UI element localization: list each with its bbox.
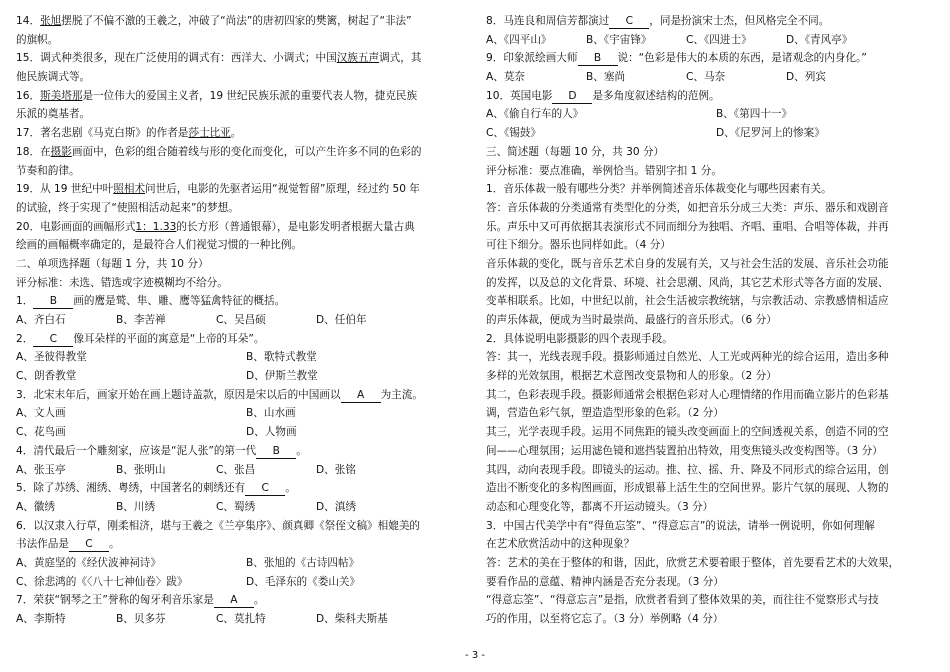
answer-blank: C xyxy=(33,333,73,347)
question-number: 5． xyxy=(16,482,34,495)
question-number: 10． xyxy=(486,89,511,102)
text-line: 乐派的奠基者。 xyxy=(16,108,91,121)
option: A、齐白石 xyxy=(16,314,66,326)
question-number: 7． xyxy=(16,594,34,607)
question-line xyxy=(16,517,468,536)
option: C、蜀绣 xyxy=(216,500,256,513)
question-number: 3． xyxy=(16,388,34,401)
options-row xyxy=(16,461,468,480)
question-text: 是一位伟大的爱国主义者，19 世纪民族乐派的重要代表人物，捷克民族 xyxy=(82,89,418,102)
option: D、张铭 xyxy=(316,463,356,476)
underlined-answer: 照相术 xyxy=(113,183,146,196)
options-row xyxy=(16,311,468,330)
question-text: 是多角度叙述结构的范例。 xyxy=(592,89,720,102)
option: A、《四平山》 xyxy=(486,33,552,46)
text-line: 动态和心理变化等，都离不开运动镜头。（3 分） xyxy=(486,500,714,513)
option: D、任伯年 xyxy=(316,314,367,326)
question-text: 。 xyxy=(253,594,265,607)
text-line: 可往下细分。器乐也同样如此。（4 分） xyxy=(486,239,671,252)
question-number: 4． xyxy=(16,444,34,457)
text-line: 评分标准：要点准确，举例恰当。错别字扣 1 分。 xyxy=(486,164,722,177)
text-line: 要看作品的意蕴、精神内涵是否充分表现。（3 分） xyxy=(486,575,724,588)
underlined-answer: 汉族五声 xyxy=(336,52,380,65)
option: B、《宇宙锋》 xyxy=(586,33,652,46)
question-text: 除了苏绣、湘绣、粤绣，中国著名的刺绣还有 xyxy=(33,482,246,495)
text-line: 的试验，终于实现了“使照相活动起来”的梦想。 xyxy=(16,201,239,214)
question-number: 15． xyxy=(16,52,41,65)
question-text: 著名悲剧《马克白斯》的作者是 xyxy=(40,127,189,140)
text-line: 的发挥，以及总的文化背景、环境、社会思潮、风尚，其它艺术形式等各方面的发展、 xyxy=(486,276,889,289)
options-row xyxy=(16,367,468,386)
options-row xyxy=(486,68,938,87)
option: D、《青风亭》 xyxy=(786,33,853,46)
left-column xyxy=(16,12,468,629)
answer-blank: B xyxy=(33,295,73,309)
text-line: 其二，色彩表现手段。摄影师通常会根据色彩对人心理情绪的作用而确立影片的色彩基 xyxy=(486,388,889,401)
option: C、徐悲鸿的《〈八十七神仙卷〉跋》 xyxy=(16,575,188,588)
text-line: 答：其一，光线表现手段。摄影师通过自然光、人工光或两种光的综合运用，造出多种 xyxy=(486,351,889,364)
options-row xyxy=(16,610,468,629)
option: B、川绣 xyxy=(116,500,156,513)
question-number: 17． xyxy=(16,127,41,140)
text-line: 多样的光效氛围，根据艺术意图改变景物和人的形象。（2 分） xyxy=(486,370,777,383)
text-line: 绘画的画幅概率确定的，是最符合人们视觉习惯的一种比例。 xyxy=(16,239,303,252)
option: C、《锡鼓》 xyxy=(486,127,542,140)
options-row xyxy=(16,404,468,423)
question-text: 调式，其 xyxy=(379,52,422,65)
question-text: 。 xyxy=(230,127,242,140)
question-line xyxy=(16,292,468,311)
option: D、柴科夫斯基 xyxy=(316,613,388,625)
option: A、莫奈 xyxy=(486,71,526,84)
question-number: 8． xyxy=(486,15,504,27)
text-line: 答：艺术的美在于整体的和谐，因此，欣赏艺术要着眼于整体，首先要看艺术的大效果， xyxy=(486,556,900,569)
question-line xyxy=(16,124,468,143)
text-line: 造出不断变化的多构图画面，形成银幕上活生生的空间世界。影片气氛的展现、人物的 xyxy=(486,482,889,495)
answer-blank: B xyxy=(578,52,618,66)
question-text: 。 xyxy=(296,444,307,457)
option: C、吴昌硕 xyxy=(216,314,266,326)
text-line: 变革相联系。比如，中世纪以前，社会生活被宗教统辖，与宗教活动、宗教感情相适应 xyxy=(486,295,889,308)
underlined-answer: 莎士比亚 xyxy=(188,127,231,140)
text-line: 评分标准：未选、错选或字迹模糊均不给分。 xyxy=(16,276,228,289)
question-line xyxy=(16,12,468,31)
option: D、滇绣 xyxy=(316,500,356,513)
question-line xyxy=(16,386,468,405)
text-line: 其三，光学表现手段。运用不同焦距的镜头改变画面上的空间透视关系，创造不同的空 xyxy=(486,426,889,439)
options-row xyxy=(486,105,938,124)
question-text: 电影画面的画幅形式 xyxy=(40,220,136,233)
text-line: 其四，动向表现手段。即镜头的运动。推、拉、摇、升、降及不同形式的综合运用，创 xyxy=(486,463,889,476)
option: A、李斯特 xyxy=(16,613,66,625)
text-line: 二、单项选择题（每题 1 分，共 10 分） xyxy=(16,257,209,270)
underlined-answer: 张旭 xyxy=(40,15,62,27)
text-line: “得意忘筌”、“得意忘言”是指，欣赏者看到了整体效果的美，而往往不觉察形式与技 xyxy=(486,594,879,607)
question-text: 摆脱了不偏不激的王羲之，冲破了“尚法”的唐初四家的樊篱，树起了“非法” xyxy=(61,15,412,27)
option: C、张昌 xyxy=(216,463,256,476)
option: A、圣彼得教堂 xyxy=(16,351,87,364)
option: C、花鸟画 xyxy=(16,426,66,439)
answer-blank: D xyxy=(552,90,592,104)
question-number: 6． xyxy=(16,519,34,532)
option: D、人物画 xyxy=(246,426,297,439)
answer-blank: C xyxy=(69,538,109,552)
answer-blank: A xyxy=(341,389,381,403)
option: B、贝多芬 xyxy=(116,613,166,625)
question-line xyxy=(16,218,468,237)
option: A、文人画 xyxy=(16,407,66,420)
option: D、《尼罗河上的惨案》 xyxy=(716,127,825,140)
question-number: 16． xyxy=(16,89,41,102)
option: B、张明山 xyxy=(116,463,166,476)
underlined-answer: 斯美塔那 xyxy=(40,89,83,102)
question-text: 从 19 世纪中叶 xyxy=(40,183,114,196)
question-text: 画面中，色彩的组合随着线与形的变化而变化，可以产生许多不同的色彩的 xyxy=(71,145,422,158)
question-line xyxy=(16,330,468,349)
answer-blank: C xyxy=(245,482,285,496)
option: C、《四进士》 xyxy=(686,33,752,46)
option: D、毛泽东的《娄山关》 xyxy=(246,575,361,588)
question-text: 调式种类很多，现在广泛使用的调式有：西洋大、小调式；中国 xyxy=(40,52,337,65)
question-number: 18． xyxy=(16,145,41,158)
answer-blank: A xyxy=(214,594,254,608)
text-line: 调，营造色彩气氛，塑造造型形象的色彩。（2 分） xyxy=(486,407,724,420)
answer-blank: B xyxy=(256,445,296,459)
option: C、朗香教堂 xyxy=(16,370,77,383)
question-text: 为主流。 xyxy=(380,388,423,401)
options-row xyxy=(486,31,938,50)
question-line xyxy=(16,535,468,554)
right-column xyxy=(486,12,938,629)
options-row xyxy=(486,124,938,143)
question-line xyxy=(16,87,468,106)
question-text: 像耳朵样的平面的寓意是“上帝的耳朵”。 xyxy=(73,332,265,345)
page-number: - 3 - xyxy=(465,650,485,661)
question-text: 在 xyxy=(40,145,51,158)
question-text: 画的鹰是鹫、隼、雕、鹰等猛禽特征的概括。 xyxy=(73,295,286,308)
text-line: 2．具体说明电影摄影的四个表现手段。 xyxy=(486,332,673,345)
question-line xyxy=(16,479,468,498)
question-text: 北宋末年后，画家开始在画上题诗盖款，原因是宋以后的中国画以 xyxy=(33,388,341,401)
question-line xyxy=(16,49,468,68)
option: B、张旭的《古诗四帖》 xyxy=(246,556,360,569)
question-line xyxy=(16,143,468,162)
question-line xyxy=(16,442,468,461)
option: D、列宾 xyxy=(786,71,826,84)
question-line xyxy=(16,591,468,610)
question-number: 1． xyxy=(16,295,34,308)
question-text: 以汉隶入行草，刚柔相济，堪与王羲之《兰亭集序》、颜真卿《祭侄文稿》相媲美的 xyxy=(33,519,421,532)
option: A、《偷自行车的人》 xyxy=(486,108,584,121)
option: B、李苦禅 xyxy=(116,314,166,326)
text-line: 答：音乐体裁的分类通常有类型化的分类，如把音乐分成三大类：声乐、器乐和戏剧音 xyxy=(486,201,889,214)
text-line: 三、简述题（每题 10 分，共 30 分） xyxy=(486,145,665,158)
options-row xyxy=(16,554,468,573)
text-line: 节奏和韵律。 xyxy=(16,164,80,177)
question-text: ，同是扮演宋士杰，但风格完全不同。 xyxy=(649,15,830,27)
question-text: 。 xyxy=(285,482,296,495)
option: B、歌特式教堂 xyxy=(246,351,317,364)
question-text: 。 xyxy=(108,538,120,551)
text-line: 巧的作用，以至将它忘了。（3 分）举例略（4 分） xyxy=(486,613,724,625)
text-line: 他民族调式等。 xyxy=(16,71,91,84)
question-line xyxy=(16,180,468,199)
text-line: 1．音乐体裁一般有哪些分类？并举例简述音乐体裁变化与哪些因素有关。 xyxy=(486,183,832,196)
option: C、莫扎特 xyxy=(216,613,266,625)
question-line xyxy=(486,49,938,68)
text-line: 3．中国古代美学中有“得鱼忘筌”、“得意忘言”的说法，请举一例说明，你如何理解 xyxy=(486,519,875,532)
option: C、马奈 xyxy=(686,71,726,84)
answer-blank: C xyxy=(609,15,649,29)
question-text: 马连良和周信芳都演过 xyxy=(503,15,610,27)
options-row xyxy=(16,573,468,592)
option: A、黄庭坚的《经伏波神祠诗》 xyxy=(16,556,161,569)
text-line: 在艺术欣赏活动中的这种现象？ xyxy=(486,538,635,551)
option: D、伊斯兰教堂 xyxy=(246,370,318,383)
question-number: 2． xyxy=(16,332,34,345)
question-text: 印象派绘画大师 xyxy=(503,52,578,65)
question-line xyxy=(486,12,938,31)
option: A、徽绣 xyxy=(16,500,56,513)
question-number: 14． xyxy=(16,15,41,27)
text-line: 的旗帜。 xyxy=(16,33,59,46)
options-row xyxy=(16,423,468,442)
options-row xyxy=(16,348,468,367)
option: A、张玉亭 xyxy=(16,463,66,476)
text-line: 的声乐体裁，便成为当时最崇尚、最盛行的音乐形式。（6 分） xyxy=(486,314,777,326)
question-number: 20． xyxy=(16,220,41,233)
question-number: 9． xyxy=(486,52,504,65)
text-line: 间——心理氛围；运用滤色镜和遮挡装置拍出特效，用变焦镜头改变构图等。（3 分） xyxy=(486,444,883,457)
underlined-answer: 1：1.33 xyxy=(135,220,177,233)
question-text: 的长方形（普通银幕），是电影发明者根据大量古典 xyxy=(176,220,415,233)
text-line: 音乐体裁的变化，既与音乐艺术自身的发展有关，又与社会生活的发展、音乐社会功能 xyxy=(486,257,889,270)
question-line xyxy=(486,87,938,106)
underlined-answer: 摄影 xyxy=(50,145,72,158)
question-text: 清代最后一个雕刻家，应该是“泥人张”的第一代 xyxy=(33,444,257,457)
question-text: 说：“色彩是伟大的本质的东西，是诸观念的内身化。” xyxy=(617,52,867,65)
option: B、《第四十一》 xyxy=(716,108,793,121)
question-number: 19． xyxy=(16,183,41,196)
question-text: 书法作品是 xyxy=(16,538,69,551)
option: B、塞尚 xyxy=(586,71,626,84)
question-text: 问世后，电影的先驱者运用“视觉暂留”原理，经过约 50 年 xyxy=(145,183,420,196)
question-text: 荣获“钢琴之王”誉称的匈牙利音乐家是 xyxy=(33,594,214,607)
option: B、山水画 xyxy=(246,407,296,420)
options-row xyxy=(16,498,468,517)
question-text: 英国电影 xyxy=(510,89,553,102)
text-line: 乐。声乐中又可再依据其表演形式不同而细分为独唱、齐唱、重唱、合唱等体裁，并再 xyxy=(486,220,889,233)
